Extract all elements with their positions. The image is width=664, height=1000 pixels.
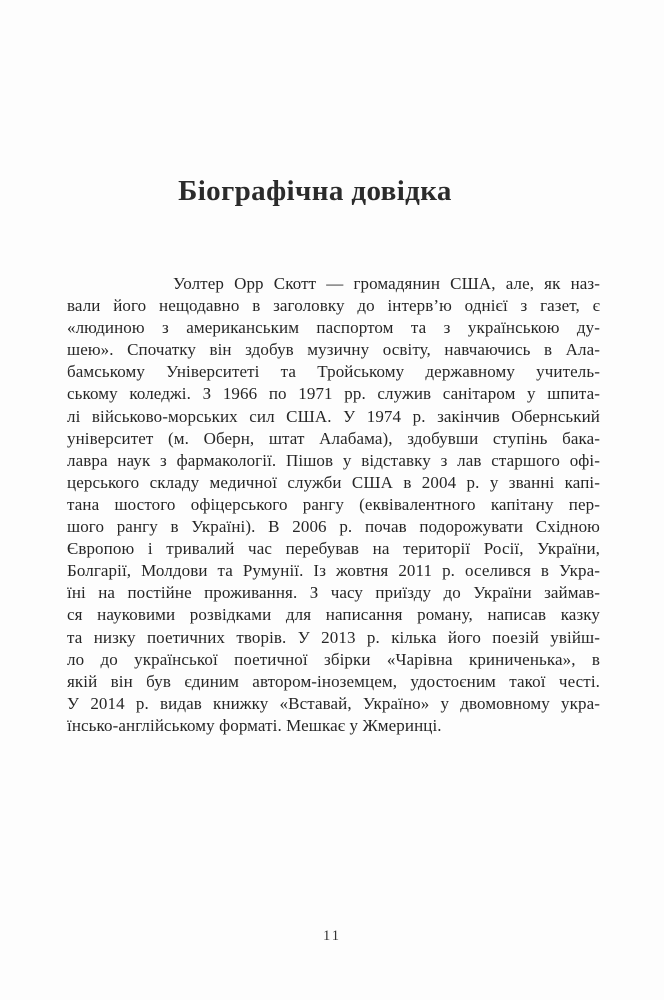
- paragraph-line: їні на постійне проживання. З часу приїзду до України займав-: [67, 583, 600, 603]
- paragraph-line: Європою і тривалий час перебував на території Росії, України,: [67, 539, 600, 559]
- paragraph-line: ся науковими розвідками для написання роману, написав казку: [67, 605, 600, 625]
- page-title: Біографічна довідка: [178, 175, 452, 208]
- paragraph-line: їнсько-англійському форматі. Мешкає у Жмеринці.: [67, 715, 442, 735]
- paragraph-line: шого рангу в Україні). В 2006 р. почав подорожувати Східною: [67, 517, 600, 537]
- paragraph-line: шею». Спочатку він здобув музичну освіту, навчаючись в Ала-: [67, 340, 600, 360]
- paragraph-line: «людиною з американським паспортом та з українською ду-: [67, 318, 600, 338]
- paragraph-line: церського складу медичної служби США в 2004 р. у званні капі-: [67, 472, 600, 492]
- paragraph-line: Уолтер Орр Скотт — громадянин США, але, як наз-: [173, 274, 600, 293]
- body-paragraph: [67, 273, 600, 737]
- paragraph-line: ло до української поетичної збірки «Чарівна криниченька», в: [67, 649, 600, 669]
- paragraph-line: ському коледжі. З 1966 по 1971 рр. служив санітаром у шпита-: [67, 384, 600, 404]
- paragraph-line: та низку поетичних творів. У 2013 р. кілька його поезій увійш-: [67, 627, 600, 647]
- paragraph-line: бамському Університеті та Тройському державному учитель-: [67, 362, 600, 382]
- paragraph-line: лавра наук з фармакології. Пішов у відставку з лав старшого офі-: [67, 450, 600, 470]
- paragraph-line: якій він був єдиним автором-іноземцем, удостоєним такої честі.: [67, 671, 600, 691]
- paragraph-line: вали його нещодавно в заголовку до інтерв’ю однієї з газет, є: [67, 296, 600, 316]
- paragraph-line: Болгарії, Молдови та Румунії. Із жовтня 2011 р. оселився в Укра-: [67, 561, 600, 581]
- page-number: 11: [323, 928, 341, 944]
- paragraph-line: університет (м. Оберн, штат Алабама), здобувши ступінь бака-: [67, 428, 600, 448]
- paragraph-line: тана шостого офіцерського рангу (еквівалентного капітану пер-: [67, 494, 600, 514]
- paragraph-line: лі військово-морських сил США. У 1974 р. закінчив Обернський: [67, 406, 600, 426]
- paragraph-line: У 2014 р. видав книжку «Вставай, Україно» у двомовному укра-: [67, 693, 600, 713]
